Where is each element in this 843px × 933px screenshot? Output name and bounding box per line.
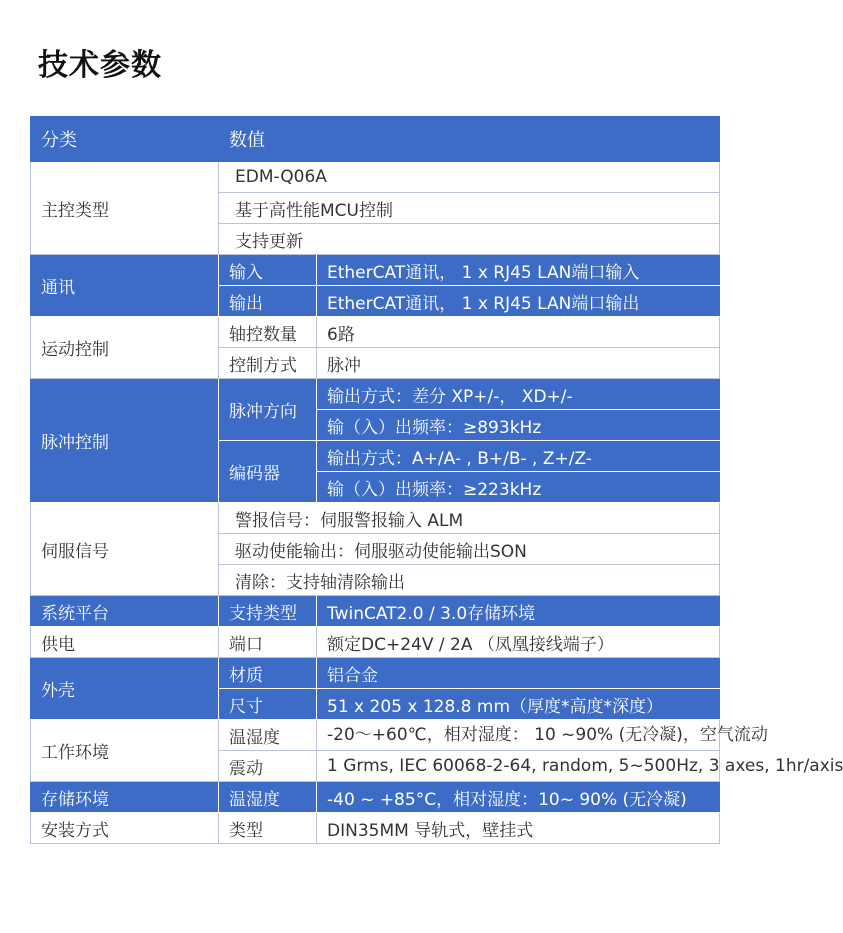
value-cell: 输出方式：差分 XP+/-， XD+/- [317,379,720,410]
value-cell: 输出方式：A+/A- , B+/B- , Z+/Z- [317,441,720,472]
sub-label: 震动 [219,751,317,782]
value-cell: TwinCAT2.0 / 3.0存储环境 [317,596,720,627]
sub-label: 支持类型 [219,596,317,627]
sub-label: 类型 [219,813,317,844]
category-servo: 伺服信号 [31,503,219,596]
table-header [31,117,720,162]
sub-label: 温湿度 [219,782,317,813]
value-cell: -40 ~ +85°C，相对湿度：10~ 90% (无冷凝) [317,782,720,813]
sub-label: 输出 [219,286,317,317]
table-row [31,782,720,813]
page-title: 技术参数 [38,48,162,83]
value-cell: EtherCAT通讯， 1 x RJ45 LAN端口输入 [317,255,720,286]
table-row [31,627,720,658]
table-row [31,162,720,193]
sub-label: 轴控数量 [219,317,317,348]
value-cell: 清除：支持轴清除输出 [219,565,720,596]
sub-label: 尺寸 [219,689,317,720]
sub-label: 控制方式 [219,348,317,379]
header-category: 分类 [31,117,219,162]
category-main-control: 主控类型 [31,162,219,255]
category-comm: 通讯 [31,255,219,317]
table-row [31,813,720,844]
category-motion: 运动控制 [31,317,219,379]
value-cell: 警报信号：伺服警报输入 ALM [219,503,720,534]
sub-label: 材质 [219,658,317,689]
header-value: 数值 [219,117,720,162]
category-platform: 系统平台 [31,596,219,627]
value-cell: 额定DC+24V / 2A （凤凰接线端子） [317,627,720,658]
value-cell: 基于高性能MCU控制 [219,193,720,224]
value-cell: DIN35MM 导轨式，壁挂式 [317,813,720,844]
category-shell: 外壳 [31,658,219,720]
value-cell: 驱动使能输出：伺服驱动使能输出SON [219,534,720,565]
value-cell: 1 Grms, IEC 60068-2-64, random, 5~500Hz, 3 axes, 1hr/axis [317,751,720,782]
table-row [31,255,720,286]
category-work-env: 工作环境 [31,720,219,782]
category-power: 供电 [31,627,219,658]
category-install: 安装方式 [31,813,219,844]
sub-label: 编码器 [219,441,317,503]
sub-label: 输入 [219,255,317,286]
value-cell: 51 x 205 x 128.8 mm（厚度*高度*深度） [317,689,720,720]
value-cell: 输（入）出频率：≥893kHz [317,410,720,441]
sub-label: 温湿度 [219,720,317,751]
sub-label: 端口 [219,627,317,658]
value-cell: 铝合金 [317,658,720,689]
sub-label: 脉冲方向 [219,379,317,441]
value-cell: 6路 [317,317,720,348]
table-row [31,379,720,410]
value-cell: EtherCAT通讯， 1 x RJ45 LAN端口输出 [317,286,720,317]
table-row [31,596,720,627]
table-row [31,317,720,348]
table-row [31,658,720,689]
table-row [31,720,720,751]
value-cell: 脉冲 [317,348,720,379]
category-storage-env: 存储环境 [31,782,219,813]
value-cell: -20～+60℃，相对湿度： 10 ~90% (无冷凝)，空气流动 [317,720,720,751]
value-cell: 支持更新 [219,224,720,255]
table-row [31,503,720,534]
value-cell: 输（入）出频率：≥223kHz [317,472,720,503]
category-pulse: 脉冲控制 [31,379,219,503]
value-cell: EDM-Q06A [219,162,720,193]
spec-table [30,116,843,844]
